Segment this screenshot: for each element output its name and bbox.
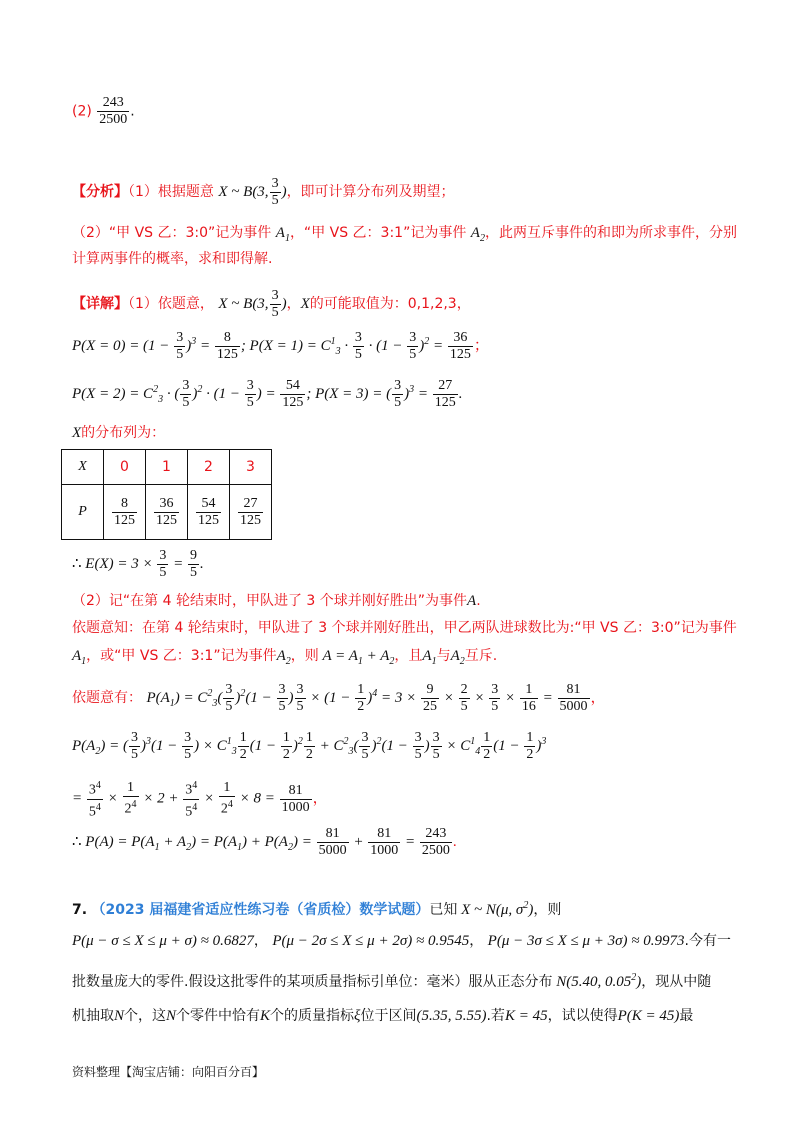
table-header-cell: 2 bbox=[188, 450, 230, 485]
expectation: ∴ E(X) = 3 × $\frac{3}{5}$ = $\frac{9}{5}$ . bbox=[72, 548, 204, 580]
table-cell: $\frac{54}{125}$ bbox=[188, 485, 230, 540]
table-cell: $\frac{36}{125}$ bbox=[146, 485, 188, 540]
pa2-line1: $P(A_2)$ = ( $\frac{3}{5}$ )$^3$(1 − $\frac{3}{5}$ ) × $C^1_3$ $\frac{1}{2}$ (1 − $\frac{1}{2}$ )$^2$ $\frac{1}{2}$ + $C^2_3$( $\frac{3}{5}$ )$^2$(1 − $\frac{3}{5}$ ) $\frac{3}{5}$ × $C^1_4$ $\frac{1}{2}$ (1 − $\frac{1}{2}$ )$^3$ bbox=[72, 730, 547, 762]
pa1-line: 依题意有： $P(A_1) = C^2_3$( $\frac{3}{5}$ )$^2$(1 − $\frac{3}{5}$ ) $\frac{3}{5}$ × (1 − $\frac{1}{2}$ )$^4$ = 3 × $\frac{9}{25}$ × $\frac{2}{5}$ × $\frac{3}{5}$ × $\frac{1}{16}$ = $\frac{81}{5000}$ ， bbox=[72, 682, 606, 714]
answer-denominator: 2500 bbox=[99, 112, 128, 127]
problem7-line3: 批数量庞大的零件.假设这批零件的某项质量指标引单位：毫米）服从正态分布 N(5.40, 0.05$^2$)，现从中随 bbox=[72, 972, 712, 990]
problem-number: 7. bbox=[72, 902, 88, 918]
analysis-line3: 计算两事件的概率，求和即得解. bbox=[72, 251, 273, 267]
table-cell: $\frac{8}{125}$ bbox=[104, 485, 146, 540]
problem7-line2: P(μ − σ ≤ X ≤ μ + σ) ≈ 0.6827， P(μ − 2σ ≤ X ≤ μ + 2σ) ≈ 0.9545， P(μ − 3σ ≤ X ≤ μ + 3σ) ≈ 0.9973.今有一 bbox=[72, 933, 731, 949]
answer-numerator: 243 bbox=[97, 95, 129, 112]
analysis-line2: （2）“甲 VS 乙：3:0”记为事件 $A_1$，“甲 VS 乙：3:1”记为事件 $A_2$，此两互斥事件的和即为所求事件，分别 bbox=[72, 225, 737, 244]
table-header-cell: 1 bbox=[146, 450, 188, 485]
analysis-tag: 【分析】 bbox=[72, 183, 128, 200]
pa2-line2: = $\frac{3^4}{5^4}$ × $\frac{1}{2^4}$ × 2 + $\frac{3^4}{5^4}$ × $\frac{1}{2^4}$ × 8 = $\frac{81}{1000}$ ， bbox=[72, 780, 328, 820]
table-header-cell: X bbox=[62, 450, 104, 485]
analysis-line1: 【分析】（1）根据题意 X ~ B(3, $\frac{3}{5}$ )，即可计算分布列及期望； bbox=[72, 176, 455, 208]
table-row bbox=[62, 450, 272, 485]
part2-line2: 依题意知：在第 4 轮结束时，甲队进了 3 个球并刚好胜出，甲乙两队进球数比为:“甲 VS 乙：3:0”记为事件 bbox=[72, 620, 737, 636]
table-cell: $\frac{27}{125}$ bbox=[230, 485, 272, 540]
part2-line3: $A_1$，或“甲 VS 乙：3:1”记为事件$A_2$，则 $A = A_1 + A_2$，且$A_1$与$A_2$互斥. bbox=[72, 648, 498, 667]
dist-caption: X的分布列为： bbox=[72, 425, 166, 441]
pa-total: ∴ $P(A) = P(A_1 + A_2) = P(A_1) + P(A_2)$ = $\frac{81}{5000}$ + $\frac{81}{1000}$ = $\frac{243}{2500}$ . bbox=[72, 826, 457, 858]
table-row-label: P bbox=[62, 485, 104, 540]
prob-line2: $P(X = 2) = C^2_3$ · ( $\frac{3}{5}$ )$^2$ · (1 − $\frac{3}{5}$ ) = $\frac{54}{125}$ ; P(X = 3) = ( $\frac{3}{5}$ )$^3$ = $\frac{27}{125}$ . bbox=[72, 378, 463, 410]
problem7-line4: 机抽取N个，这N个零件中恰有K个的质量指标ξ位于区间(5.35, 5.55).若K = 45，试以使得P(K = 45)最 bbox=[72, 1008, 694, 1024]
table-row bbox=[62, 485, 272, 540]
problem-source: （2023 届福建省适应性练习卷（省质检）数学试题） bbox=[91, 902, 430, 918]
table-header-cell: 0 bbox=[104, 450, 146, 485]
footer: 资料整理【淘宝店铺：向阳百分百】 bbox=[72, 1065, 265, 1079]
prob-line1: P(X = 0) = (1 − $\frac{3}{5}$ )$^3$ = $\frac{8}{125}$ ; $P(X = 1) = C^1_3$ · $\frac{3}{5}$ · (1 − $\frac{3}{5}$ )$^2$ = $\frac{36}{125}$ ； bbox=[72, 330, 489, 362]
detail-line1: 【详解】（1）依题意， X ~ B(3, $\frac{3}{5}$ )，X的可能取值为：0,1,2,3， bbox=[72, 288, 471, 320]
detail-tag: 【详解】 bbox=[72, 295, 128, 312]
answer-label: (2) bbox=[72, 103, 92, 120]
part2-intro: （2）记“在第 4 轮结束时，甲队进了 3 个球并刚好胜出”为事件A. bbox=[72, 593, 481, 609]
part2-answer: (2) $\frac{243}{2500}$ . bbox=[72, 95, 135, 127]
distribution-table bbox=[61, 449, 272, 540]
table-header-cell: 3 bbox=[230, 450, 272, 485]
problem7-line1: 7. （2023 届福建省适应性练习卷（省质检）数学试题）已知 X ~ N(μ, $\sigma^2$)，则 bbox=[72, 900, 562, 918]
